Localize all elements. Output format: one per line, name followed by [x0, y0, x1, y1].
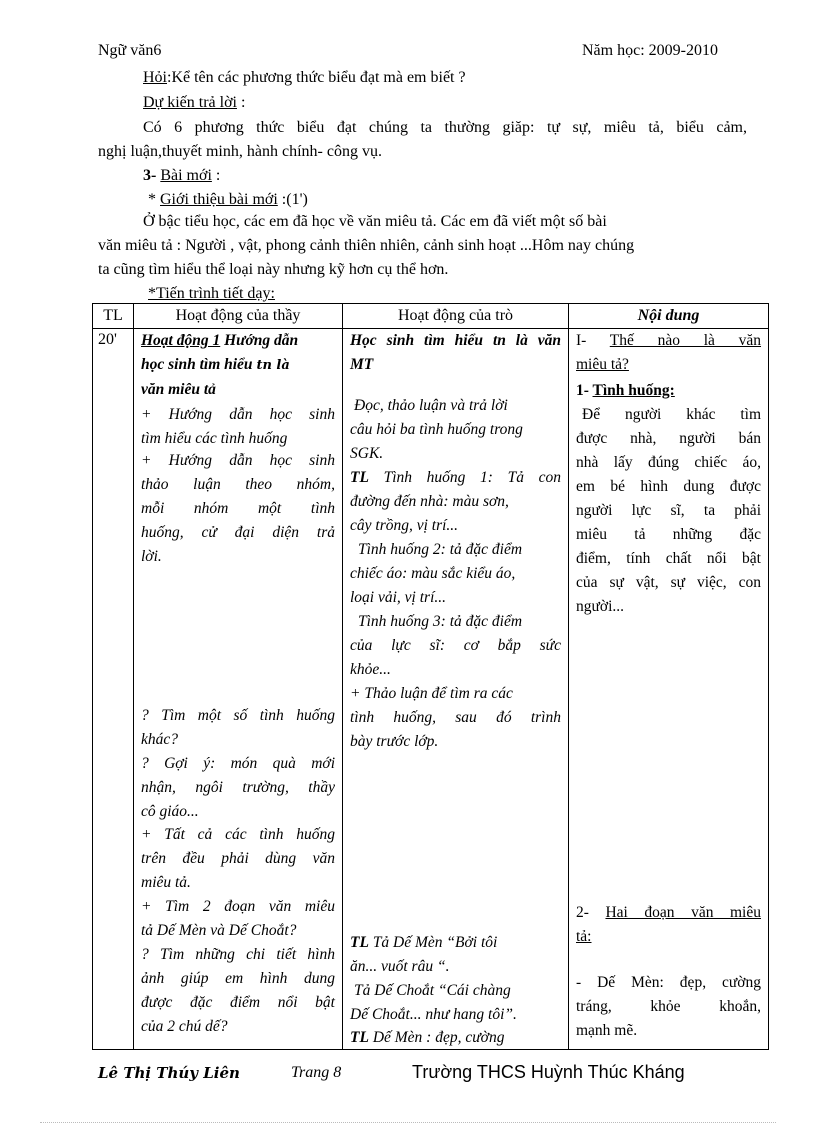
- intro-heading: [148, 188, 308, 212]
- teacher-bullet-2: [141, 449, 335, 569]
- header-tl: TL: [93, 304, 134, 329]
- content-dm-l1: - Dế Mèn: đẹp, cường: [576, 974, 761, 991]
- section-title: Bài mới: [160, 167, 212, 184]
- teacher-bullet-4: [141, 895, 335, 943]
- student-d-l3: SGK.: [350, 445, 384, 462]
- student-tl2-l2: tình huống, sau đó trình: [350, 709, 561, 726]
- content-s2-title: Tình huống:: [592, 382, 675, 399]
- teacher-question-3: [141, 943, 335, 1039]
- content-p-l2: được nhà, người bán: [576, 430, 761, 447]
- table-row: [93, 329, 769, 1050]
- content-s3-l2: tả:: [576, 928, 592, 945]
- teacher-q2-l3: cô giáo...: [141, 803, 199, 820]
- teacher-b2-l5: lời.: [141, 548, 162, 565]
- student-dc-l2: Dế Choắt... như hang tôi”.: [350, 1006, 517, 1023]
- teacher-b2-l3: mỗi nhóm một tình: [141, 500, 335, 517]
- student-th3-l1: Tình huống 3: tả đặc điểm: [358, 613, 523, 630]
- student-th2-l2: chiếc áo: màu sắc kiểu áo,: [350, 565, 516, 582]
- teacher-bullet-1: [141, 403, 335, 451]
- header-content: Nội dung: [569, 304, 769, 329]
- student-situation-2: [350, 538, 561, 610]
- activity-title: Hoạt động 1: [141, 332, 221, 349]
- lesson-progress-heading: *Tiến trình tiết dạy:: [148, 285, 275, 302]
- teacher-b1-l1: + Hướng dẫn học sinh: [141, 406, 335, 423]
- content-p-l7: điểm, tính chất nổi bật: [576, 550, 761, 567]
- teacher-title-l2: học sinh tìm hiểu: [141, 356, 257, 373]
- answer-line-2: nghị luận,thuyết minh, hành chính- công vụ.: [98, 143, 382, 160]
- student-situation-3: [350, 610, 561, 682]
- student-situation-1: [350, 466, 561, 538]
- content-s3-l1: Hai đoạn văn miêu: [605, 904, 761, 921]
- teacher-b2-l1: + Hướng dẫn học sinh: [141, 452, 335, 469]
- student-cell: [343, 329, 569, 1050]
- footer-author: Lê Thị Thúy Liên: [98, 1064, 240, 1082]
- teacher-b4-l1: + Tìm 2 đoạn văn miêu: [141, 898, 335, 915]
- content-p-l6: miêu tả những đặc: [576, 526, 761, 543]
- content-s1-num: I-: [576, 332, 610, 349]
- content-s3-num: 2-: [576, 904, 606, 921]
- student-title-l1: Học sinh tìm hiểu: [350, 332, 493, 349]
- intro-paragraph-1: Ở bậc tiểu học, các em đã học về văn miêu tả. Các em đã viết một số bài: [143, 213, 607, 230]
- student-dm-l1: Tả Dế Mèn “Bởi tôi: [368, 934, 498, 951]
- content-section-1: [576, 329, 761, 377]
- teacher-title-l3: văn miêu tả: [141, 381, 216, 398]
- student-tl-label: TL: [350, 469, 369, 486]
- student-tl-label-2: TL: [350, 934, 369, 951]
- question-line: [143, 66, 466, 90]
- intro-star: *: [148, 191, 160, 208]
- content-s1-l1: Thế nào là văn: [609, 332, 762, 349]
- content-p-l4: em bé hình dung được: [576, 478, 761, 495]
- content-section-2: [576, 379, 761, 403]
- content-p-l1: Để người khác tìm: [582, 406, 761, 423]
- activity-title-rest: Hướng dẫn: [220, 332, 299, 349]
- expected-answer-heading: [143, 91, 245, 115]
- teacher-cell: [134, 329, 343, 1050]
- expected-answer-label: Dự kiến trả lời: [143, 94, 237, 111]
- teacher-q1-l1: ? Tìm một số tình huống: [141, 707, 335, 724]
- time-cell: [93, 329, 134, 1050]
- footer-school: Trường THCS Huỳnh Thúc Kháng: [412, 1062, 685, 1082]
- table-header-row: [93, 304, 769, 329]
- student-title-tn: tn là văn: [492, 332, 561, 349]
- content-p-l8: của sự vật, sự việc, con: [576, 574, 761, 591]
- content-dm-l3: mạnh mẽ.: [576, 1022, 638, 1039]
- teacher-b2-l4: huống, cử đại diện trả: [141, 524, 335, 541]
- teacher-q1-l2: khác?: [141, 731, 179, 748]
- intro-paragraph-3: ta cũng tìm hiểu thể loại này nhưng kỹ hơn cụ thể hơn.: [98, 261, 449, 278]
- teacher-q2-l1: ? Gợi ý: món quà mới: [141, 755, 335, 772]
- teacher-bullet-3: [141, 823, 335, 895]
- teacher-question-2: [141, 752, 335, 824]
- header-teacher: Hoạt động của thầy: [134, 304, 343, 329]
- student-th3-l3: khỏe...: [350, 661, 391, 678]
- student-th1-l2: đường đến nhà: màu sơn,: [350, 493, 509, 510]
- teacher-b3-l2: trên đều phải dùng văn: [141, 850, 335, 867]
- student-last-line: [350, 1026, 561, 1050]
- teacher-title: [141, 329, 335, 402]
- content-p-l3: nhà lấy đúng chiếc áo,: [576, 454, 761, 471]
- teacher-b2-l2: thảo luận theo nhóm,: [141, 476, 335, 493]
- teacher-b1-l2: tìm hiểu các tình huống: [141, 430, 288, 447]
- student-dm-l2: ăn... vuốt râu “.: [350, 958, 450, 975]
- content-dm-l2: tráng, khỏe khoắn,: [576, 998, 761, 1015]
- teacher-b3-l3: miêu tả.: [141, 874, 191, 891]
- header-subject: Ngữ văn6: [98, 42, 162, 59]
- student-th1-l3: cây trồng, vị trí...: [350, 517, 459, 534]
- footer-page-number: Trang 8: [291, 1064, 342, 1081]
- intro-label: Giới thiệu bài mới: [160, 191, 278, 208]
- student-de-choat: [350, 979, 561, 1027]
- section-colon: :: [211, 167, 221, 184]
- student-title: [350, 329, 561, 377]
- student-discussion: [350, 394, 561, 466]
- section-new-lesson: [143, 164, 220, 188]
- intro-paragraph-2: văn miêu tả : Người , vật, phong cảnh thiên nhiên, cảnh sinh hoạt ...Hôm nay chúng: [98, 237, 635, 254]
- question-text: :Kể tên các phương thức biểu đạt mà em biết ?: [167, 69, 466, 86]
- question-label: Hỏi: [143, 69, 167, 86]
- answer-line-1: Có 6 phương thức biểu đạt chúng ta thường giăp: tự sự, miêu tả, biểu cảm,: [143, 119, 747, 136]
- teacher-q3-l1: ? Tìm những chi tiết hình: [141, 946, 335, 963]
- student-title-l2: MT: [350, 356, 374, 373]
- student-dc-l1: Tả Dế Choắt “Cái chàng: [354, 982, 511, 999]
- teacher-question-1: [141, 704, 335, 752]
- teacher-b4-l2: tả Dế Mèn và Dế Choắt?: [141, 922, 297, 939]
- content-de-men: [576, 971, 761, 1043]
- student-de-men: [350, 931, 561, 979]
- content-s2-num: 1-: [576, 382, 593, 399]
- teacher-q3-l3: được đặc điểm nổi bật: [141, 994, 335, 1011]
- lesson-table: [92, 303, 769, 1050]
- student-th3-l2: của lực sĩ: cơ bắp sức: [350, 637, 561, 654]
- student-th2-l3: loại vải, vị trí...: [350, 589, 447, 606]
- content-paragraph: [576, 403, 761, 619]
- expected-answer-colon: :: [237, 94, 246, 111]
- content-p-l5: người lực sĩ, ta phải: [576, 502, 761, 519]
- student-tl2-l1: + Thảo luận để tìm ra các: [350, 685, 513, 702]
- student-th1-l1: Tình huống 1: Tả con: [368, 469, 561, 486]
- intro-time: :(1'): [277, 191, 308, 208]
- time-value: 20': [98, 331, 117, 348]
- header-school-year: Năm học: 2009-2010: [582, 42, 718, 59]
- content-section-3: [576, 901, 761, 949]
- content-s1-l2: miêu tả?: [576, 356, 629, 373]
- student-th2-l1: Tình huống 2: tả đặc điểm: [358, 541, 523, 558]
- teacher-q3-l4: của 2 chú dế?: [141, 1018, 228, 1035]
- student-discuss-more: [350, 682, 561, 754]
- student-last: Dế Mèn : đẹp, cường: [368, 1029, 505, 1046]
- teacher-b3-l1: + Tất cả các tình huống: [141, 826, 335, 843]
- header-student: Hoạt động của trò: [343, 304, 569, 329]
- teacher-q3-l2: ảnh giúp em hình dung: [141, 970, 335, 987]
- student-tl2-l3: bày trước lớp.: [350, 733, 439, 750]
- student-tl-label-3: TL: [350, 1029, 369, 1046]
- content-p-l9: người...: [576, 598, 625, 615]
- teacher-q2-l2: nhận, ngôi trường, thầy: [141, 779, 335, 796]
- student-d-l1: Đọc, thảo luận và trả lời: [354, 397, 508, 414]
- content-cell: [569, 329, 769, 1050]
- teacher-title-tn: tn là: [256, 358, 290, 373]
- student-d-l2: câu hỏi ba tình huống trong: [350, 421, 523, 438]
- section-number: 3-: [143, 167, 161, 184]
